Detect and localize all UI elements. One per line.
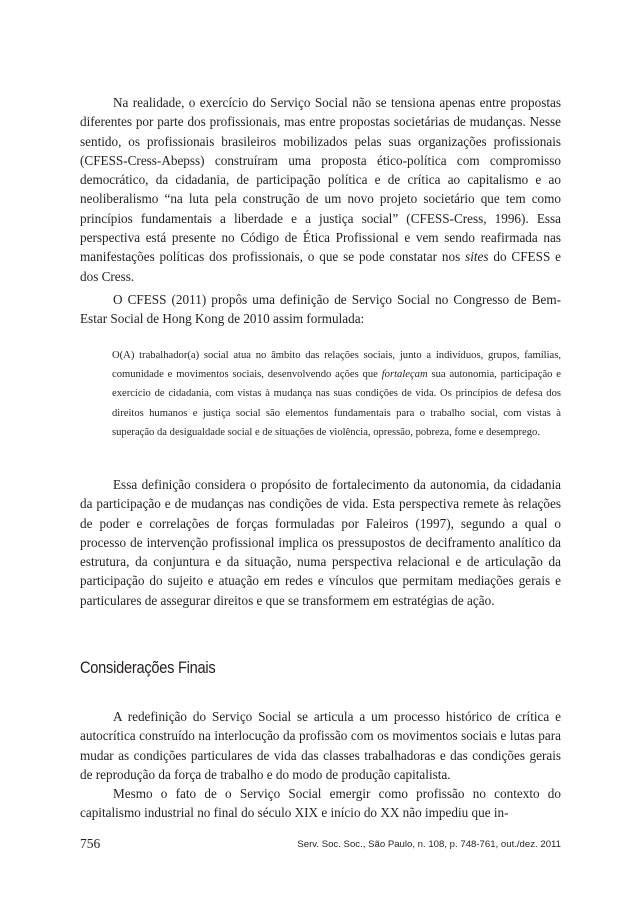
- paragraph-definition-analysis: Essa definição considera o propósito de fortalecimento da autonomia, da cidadania da participação e de mudanças nas condições de vida. Esta perspectiva remete às relações de poder e correlações de forças formuladas por Faleiros (1997), segundo a qual o processo de intervenção profissional implica os pressupostos de deciframento analítico da estrutura, da conjuntura e da situação, numa perspectiva relacional e de articulação da participação do sujeito e atuação em redes e vínculos que permitam mediações gerais e particulares de assegurar direitos e que se transformem em estratégias de ação.: [80, 477, 561, 608]
- block-quote: [112, 346, 561, 442]
- quote-text: sua autonomia, participação e exercício de cidadania, com vistas à mudança nas suas condições de vida. Os princípios de defesa dos direitos humanos e justiça social são elementos fundamentais para o trabalho social, com vistas à superação da desigualdade social e de situações de violência, opressão, pobreza, fome e desemprego.: [112, 369, 562, 438]
- paragraph-text: Na realidade, o exercício do Serviço Social não se tensiona apenas entre propostas diferentes por parte dos profissionais, mas entre propostas societárias de mudanças. Nesse sentido, os profissionais brasileiros mobilizados pelas suas organizações profissionais (CFESS-Cress-Abepss) construíram uma proposta ético-política com compromisso democrático, da cidadania, de participação política e de crítica ao capitalismo e ao neoliberalismo “na luta pela construção de um novo projeto societário que tem como princípios fundamentais a liberdade e a justiça social” (CFESS-Cress, 1996). Essa perspectiva está presente no Código de Ética Profissional e vem sendo reafirmada nas manifestações políticas dos profissionais, o que se pode constatar nos: [80, 95, 561, 265]
- paragraph-redefinition: A redefinição do Serviço Social se articula a um processo histórico de crítica e autocrítica construído na interlocução da profissão com os movimentos sociais e lutas para mudar as condições particulares de vida das classes trabalhadoras e das condições gerais de reprodução da força de trabalho e do modo de produção capitalista.: [80, 709, 561, 782]
- paragraph-emergence: Mesmo o fato de o Serviço Social emergir como profissão no contexto do capitalismo industrial no final do século XIX e início do XX não impediu que in-: [80, 786, 561, 821]
- section-heading: Considerações Finais: [80, 658, 216, 677]
- quote-text: O(A) trabalhador(a) social atua no âmbito das relações sociais, junto a indivíduos, grupos, famílias, comunidade e movimentos sociais, desenvolvendo ações que: [112, 350, 561, 381]
- page-number: 756: [80, 836, 101, 851]
- journal-citation: Serv. Soc. Soc., São Paulo, n. 108, p. 748-761, out./dez. 2011: [297, 839, 561, 850]
- italic-term-sites: sites: [465, 249, 489, 265]
- paragraph-text: do CFESS e dos Cress.: [80, 249, 561, 284]
- paragraph-realidade: [80, 93, 561, 286]
- italic-term-fortalecam: fortaleçam: [381, 369, 428, 381]
- paragraph-cfess-definition: O CFESS (2011) propôs uma definição de Serviço Social no Congresso de Bem-Estar Social de Hong Kong de 2010 assim formulada:: [80, 292, 561, 327]
